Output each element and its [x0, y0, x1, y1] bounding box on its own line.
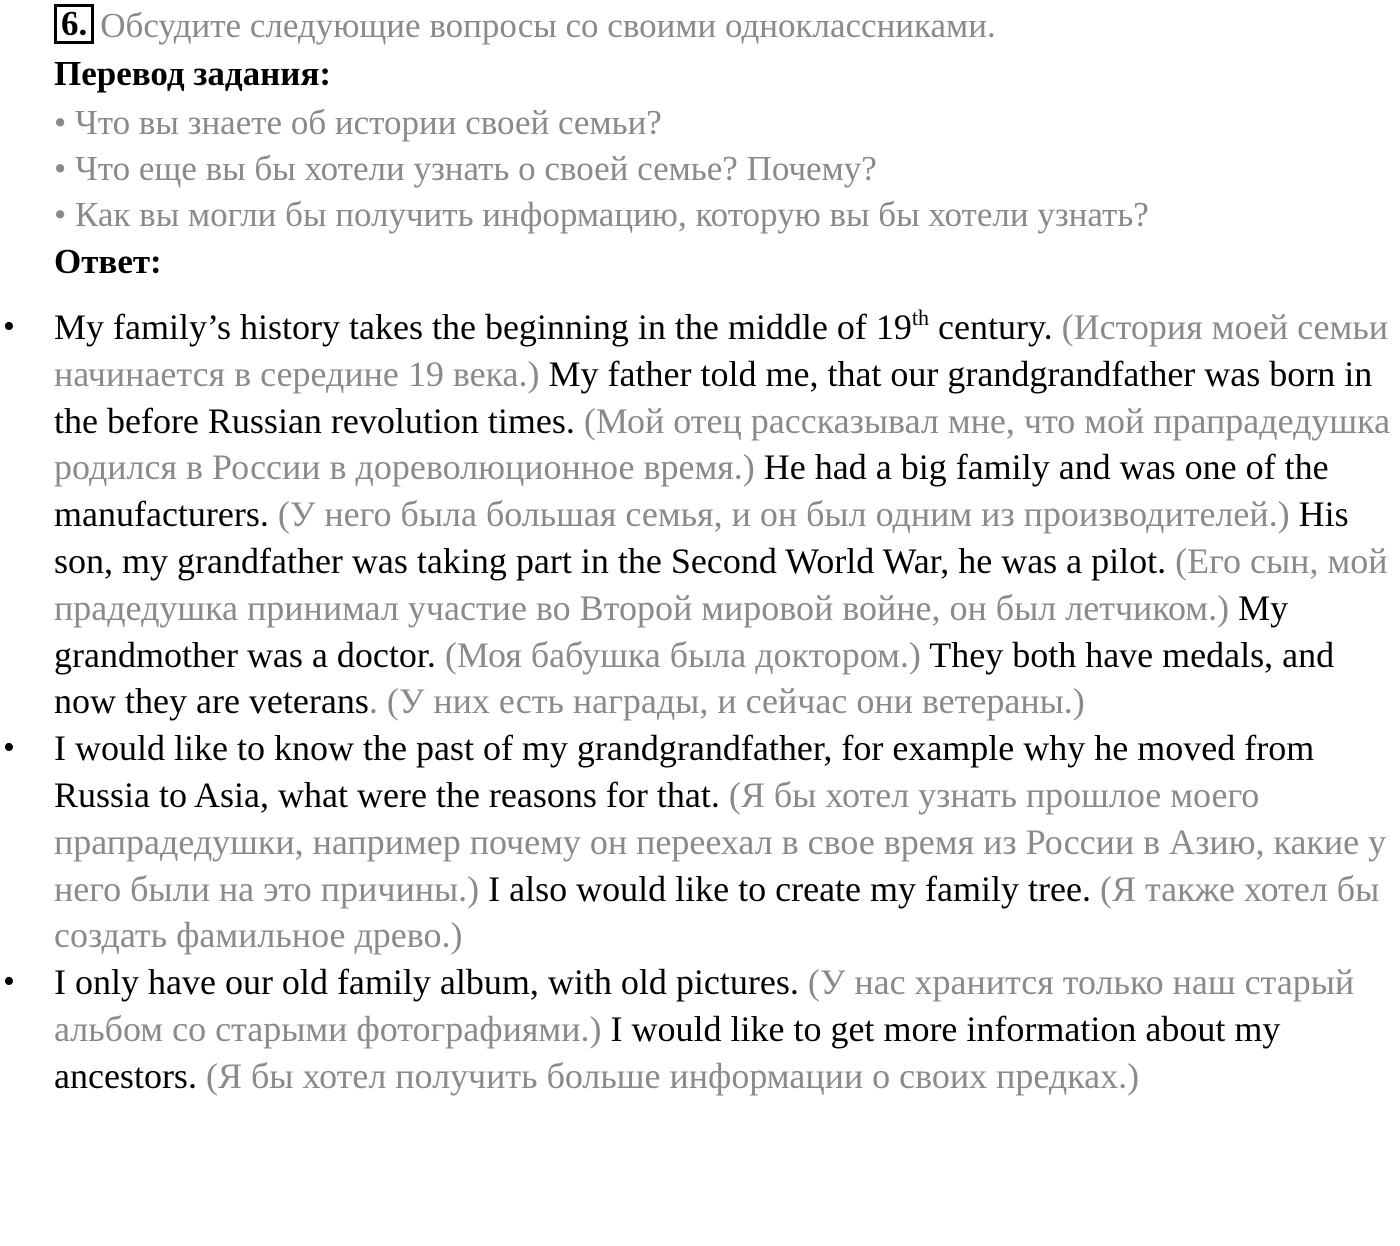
bullet-icon: • — [3, 729, 15, 767]
bullet-icon: • — [3, 308, 15, 345]
answer-translation: (История моей семьи начинается в середине 19 века.) — [54, 307, 1388, 394]
answer-item — [0, 959, 1400, 1099]
answer-translation: (У него была большая семья, и он был одним из производителей.) — [277, 494, 1290, 535]
answer-translation: (Его сын, мой прадедушка принимал участие во Второй мировой войне, он был летчиком.) — [54, 540, 1388, 628]
translation-heading: Перевод задания: — [54, 54, 332, 93]
question-item: • Что вы знаете об истории своей семьи? — [54, 103, 662, 142]
answer-list — [0, 304, 1400, 1100]
answer-text-en: My father told me, that our grandgrandfather was born in the before Russian revolution times. — [54, 353, 1373, 441]
answer-text-en: He had a big family and was one of the manufacturers. — [54, 447, 1329, 535]
answer-item — [0, 725, 1400, 959]
answer-translation: (Моя бабушка была доктором.) — [444, 634, 921, 675]
answer-text-en: I would like to know the past of my grandgrandfather, for example why he moved from Russia to Asia, what were the reasons for that. — [54, 728, 1315, 815]
question-item: • Как вы могли бы получить информацию, которую вы бы хотели узнать? — [54, 195, 1149, 234]
answer-text-en: I only have our old family album, with old pictures. — [54, 962, 808, 1003]
answer-translation: (Я также хотел бы создать фамильное древо.) — [54, 868, 1380, 956]
question-item: • Что еще вы бы хотели узнать о своей семье? Почему? — [54, 149, 877, 188]
task-instruction: Обсудите следующие вопросы со своими одноклассниками. — [100, 6, 996, 45]
bullet-icon: • — [3, 963, 15, 1001]
answer-translation: (У нас хранится только наш старый альбом со старыми фотографиями.) — [54, 962, 1355, 1049]
answer-item — [0, 304, 1400, 725]
answer-text-en: century. — [929, 307, 1062, 347]
answer-text-en: I also would like to create my family tree. — [479, 868, 1100, 909]
task-header — [54, 4, 996, 48]
answer-translation: . (У них есть награды, и сейчас они ветераны.) — [368, 681, 1085, 722]
answer-translation: (Я бы хотел получить больше информации о своих предках.) — [205, 1055, 1140, 1096]
task-number: 6. — [54, 4, 94, 44]
answer-text-en: My family’s history takes the beginning in the middle of 19 — [54, 307, 912, 347]
answer-text-en: My grandmother was a doctor. — [54, 587, 1289, 675]
answer-heading: Ответ: — [54, 242, 162, 281]
answer-text-en: His son, my grandfather was taking part in the Second World War, he was a pilot. — [54, 494, 1349, 581]
question-list — [54, 100, 1149, 238]
answer-translation: (Я бы хотел узнать прошлое моего прапрадедушки, например почему он переехал в свое время из России в Азию, какие у него были на это причины.) — [54, 774, 1387, 909]
superscript: th — [911, 305, 930, 330]
answer-text-en: I would like to get more information about my ancestors. — [54, 1008, 1281, 1096]
answer-translation: (Мой отец рассказывал мне, что мой прапрадедушка родился в России в дореволюционное время.) — [54, 400, 1391, 488]
answer-text-en: They both have medals, and now they are veterans — [54, 634, 1335, 722]
